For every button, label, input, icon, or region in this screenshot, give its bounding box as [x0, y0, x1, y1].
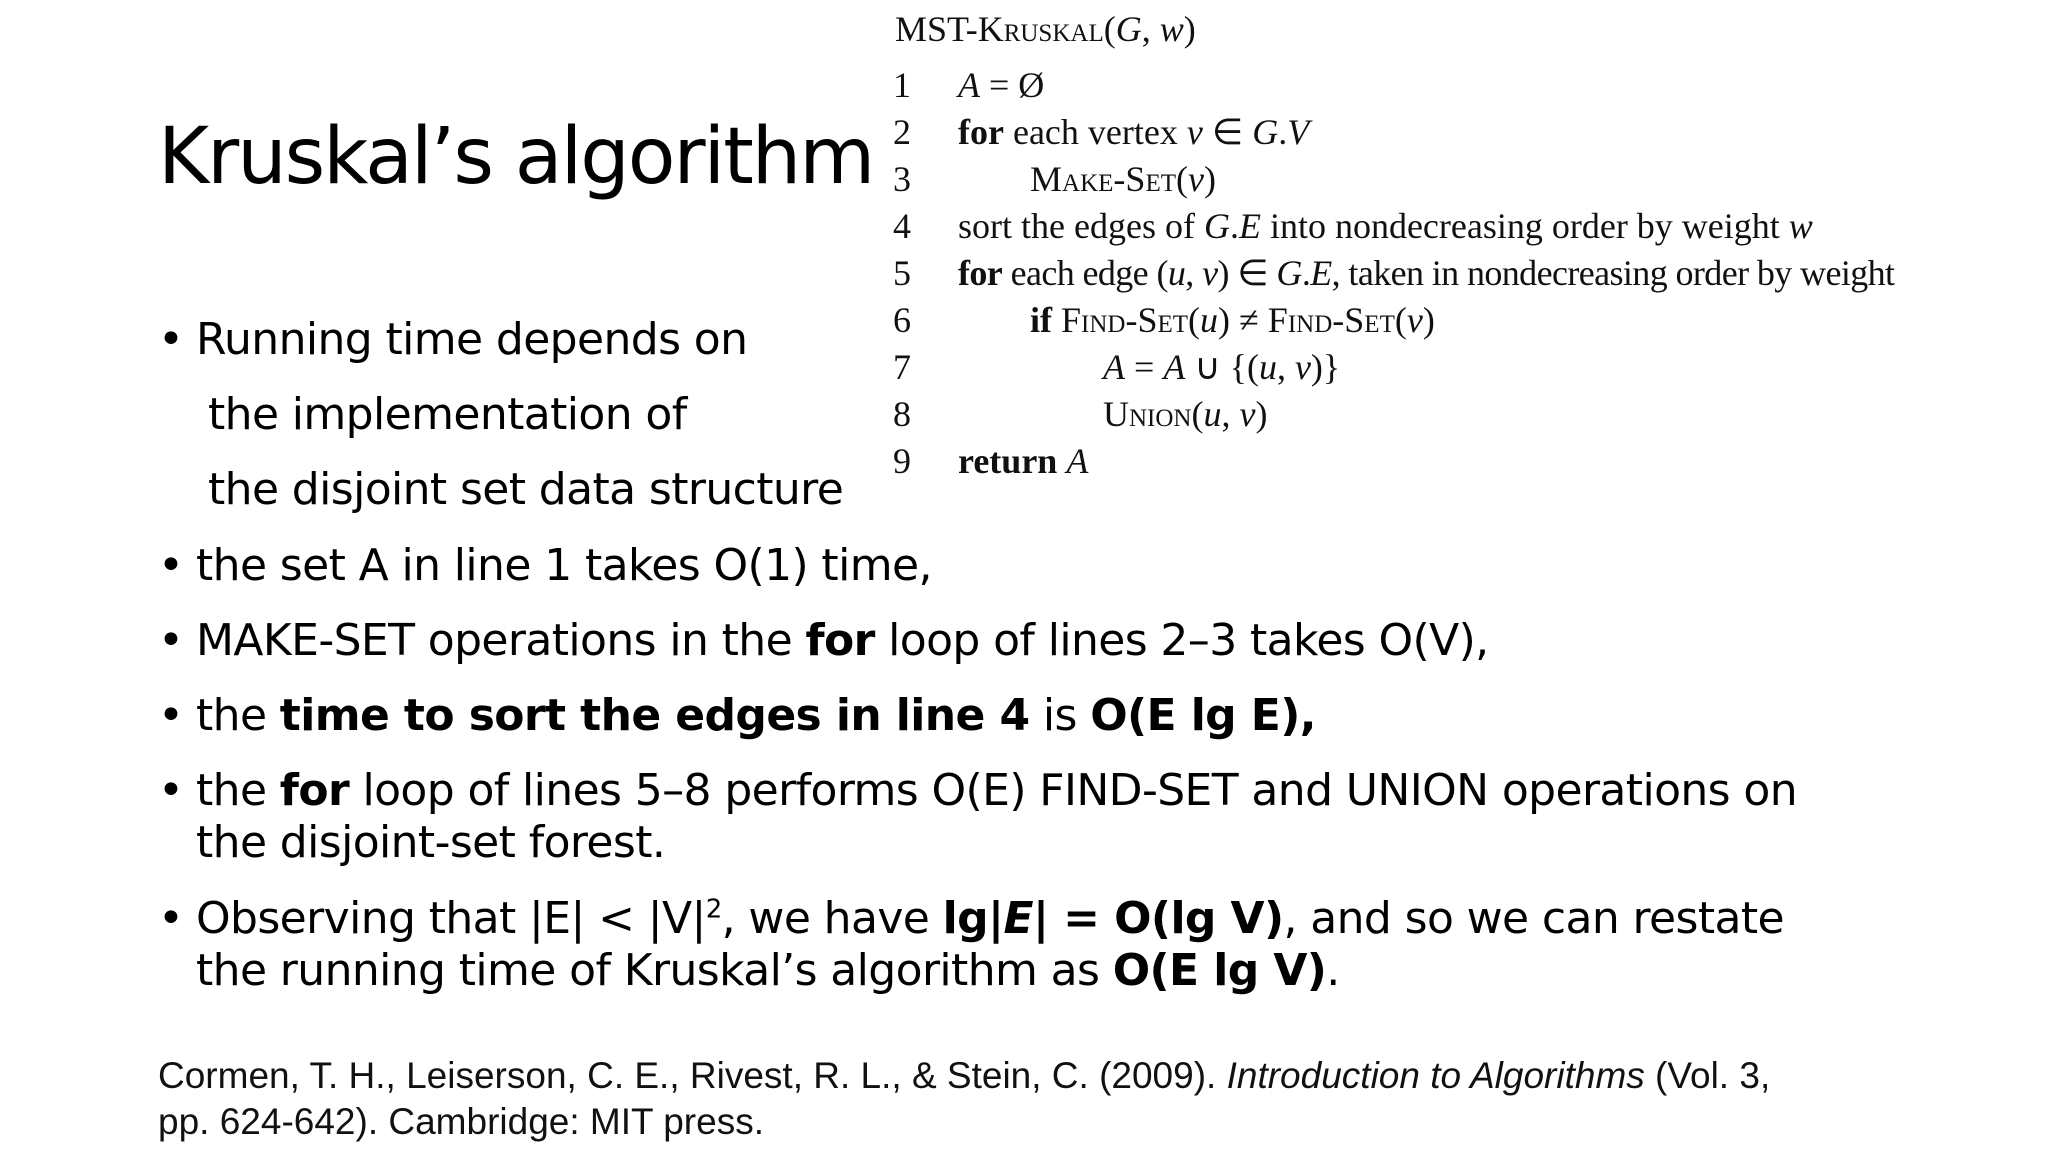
code-line-4: sort the edges of G.E into nondecreasing order by weight w — [958, 206, 1813, 246]
code-line-9: return A — [958, 441, 1089, 481]
citation-line-2: pp. 624-642). Cambridge: MIT press. — [158, 1101, 764, 1142]
code-line-5: for each edge (u, v) ∈ G.E, taken in nondecreasing order by weight — [958, 253, 1895, 293]
code-line-7: A = A ∪ {(u, v)} — [1103, 347, 1341, 387]
code-line-3: Make-Set(v) — [1030, 159, 1216, 199]
bullet-dot: • — [158, 615, 184, 666]
pseudocode-block — [0, 0, 2048, 520]
bullet-dot: • — [158, 314, 184, 365]
bullet-dot: • — [158, 765, 184, 816]
bullet-dot: • — [158, 690, 184, 741]
line-number: 1 — [893, 65, 911, 105]
line-number: 5 — [893, 253, 911, 293]
bullet-dot: • — [158, 540, 184, 591]
bullet-dot: • — [158, 893, 184, 944]
line-number: 2 — [893, 112, 911, 152]
line-number: 8 — [893, 394, 911, 434]
code-line-6: if Find-Set(u) ≠ Find-Set(v) — [1030, 300, 1435, 340]
citation-line-1: Cormen, T. H., Leiserson, C. E., Rivest, R. L., & Stein, C. (2009). Introduction to Algorithms (Vol. 3, — [158, 1055, 1771, 1096]
line-number: 7 — [893, 347, 911, 387]
citation — [158, 1053, 1770, 1145]
line-number: 9 — [893, 441, 911, 481]
line-number: 3 — [893, 159, 911, 199]
code-line-1: A = Ø — [958, 65, 1045, 105]
pseudocode-header: MST-Kruskal(G, w) — [895, 9, 1196, 49]
line-number: 4 — [893, 206, 911, 246]
slide-title: Kruskal’s algorithm — [158, 112, 874, 202]
code-line-2: for each vertex v ∈ G.V — [958, 112, 1310, 152]
code-line-8: Union(u, v) — [1103, 394, 1268, 434]
line-number: 6 — [893, 300, 911, 340]
